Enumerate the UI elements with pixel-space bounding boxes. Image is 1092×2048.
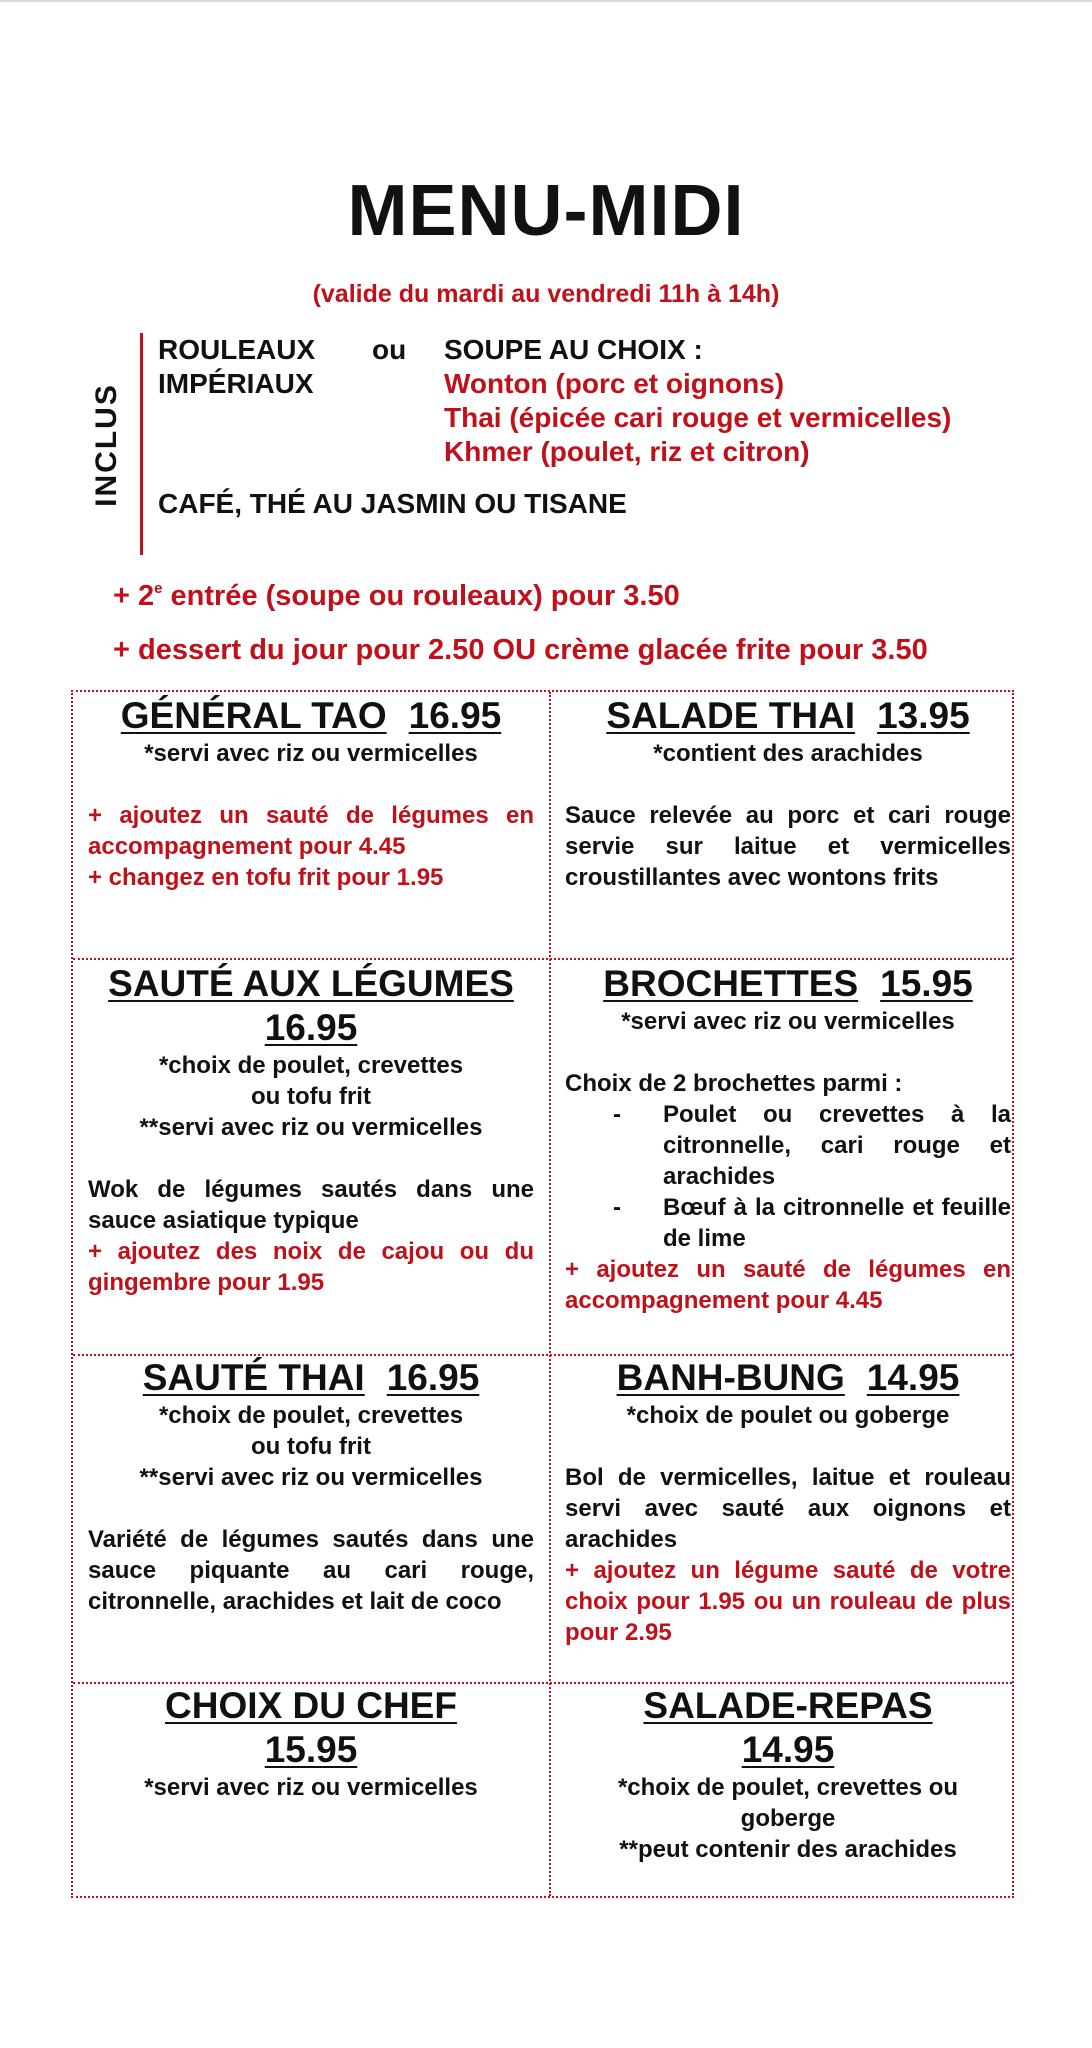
dish-note: **servi avec riz ou vermicelles bbox=[139, 1114, 483, 1141]
dish-description: Sauce relevée au porc et cari rouge servie sur laitue et vermicelles croustillantes avec wontons frits bbox=[565, 802, 1011, 891]
dish-note: *choix de poulet, crevettes ou goberge bbox=[617, 1774, 959, 1832]
inclus-label-text: INCLUS bbox=[90, 383, 123, 507]
dish-title bbox=[88, 1356, 534, 1400]
dish-price: 13.95 bbox=[877, 695, 970, 736]
page-subtitle: (valide du mardi au vendredi 11h à 14h) bbox=[312, 280, 780, 308]
soupe-option: Wonton (porc et oignons) bbox=[444, 368, 785, 399]
dish-general-tao bbox=[88, 694, 534, 893]
boissons-line: CAFÉ, THÉ AU JASMIN OU TISANE bbox=[158, 488, 627, 519]
dish-banh-bung bbox=[565, 1356, 1011, 1648]
brochette-option: - Poulet ou crevettes à la citronnelle, cari rouge et arachides bbox=[565, 1099, 1011, 1192]
ou-text: ou bbox=[372, 334, 407, 365]
dish-note: *choix de poulet ou goberge bbox=[626, 1402, 950, 1429]
dish-salade-repas bbox=[565, 1684, 1011, 1865]
extra-entree-prefix: + 2 bbox=[113, 580, 155, 612]
dish-name: CHOIX DU CHEF bbox=[165, 1685, 457, 1726]
inclus-divider bbox=[140, 333, 143, 555]
dish-addon: + ajoutez des noix de cajou ou du gingembre pour 1.95 bbox=[88, 1238, 534, 1296]
dish-note: *servi avec riz ou vermicelles bbox=[621, 1008, 955, 1035]
dish-name: BANH-BUNG bbox=[616, 1357, 845, 1398]
dish-description: Choix de 2 brochettes parmi : bbox=[565, 1070, 903, 1097]
dish-name: GÉNÉRAL TAO bbox=[120, 695, 387, 736]
rouleaux-line1: ROULEAUX bbox=[158, 334, 316, 365]
dish-title bbox=[565, 1684, 1011, 1772]
dish-price: 14.95 bbox=[866, 1357, 960, 1398]
extra-entree-sup: e bbox=[154, 580, 163, 597]
dish-brochettes bbox=[565, 962, 1011, 1316]
dish-note: **servi avec riz ou vermicelles bbox=[139, 1464, 483, 1491]
dish-title bbox=[88, 1684, 534, 1772]
dish-note: *servi avec riz ou vermicelles bbox=[144, 1774, 478, 1801]
page-title: MENU-MIDI bbox=[347, 171, 745, 251]
dish-name: SAUTÉ AUX LÉGUMES bbox=[108, 963, 514, 1004]
dish-price: 15.95 bbox=[880, 963, 973, 1004]
dish-description: Bol de vermicelles, laitue et rouleau servi avec sauté aux oignons et arachides bbox=[565, 1464, 1011, 1553]
extra-entree-text: entrée (soupe ou rouleaux) pour 3.50 bbox=[162, 580, 680, 612]
dish-title bbox=[565, 694, 1011, 738]
dish-description: Wok de légumes sautés dans une sauce asiatique typique bbox=[88, 1176, 534, 1234]
dish-salade-thai bbox=[565, 694, 1011, 893]
soupe-option: Khmer (poulet, riz et citron) bbox=[444, 436, 810, 467]
top-border bbox=[0, 0, 1092, 2]
dish-choix-du-chef bbox=[88, 1684, 534, 1803]
dish-name: BROCHETTES bbox=[603, 963, 859, 1004]
dish-price: 16.95 bbox=[386, 1357, 480, 1398]
dish-name: SALADE THAI bbox=[606, 695, 856, 736]
grid-row-divider bbox=[73, 958, 1012, 960]
dish-saute-aux-legumes bbox=[88, 962, 534, 1298]
extra-entree bbox=[113, 580, 680, 613]
dish-addon: + ajoutez un sauté de légumes en accompagnement pour 4.45 bbox=[565, 1256, 1011, 1314]
soupe-title: SOUPE AU CHOIX : bbox=[444, 334, 703, 365]
dish-note: *choix de poulet, crevettes ou tofu frit bbox=[158, 1402, 464, 1460]
dish-description: Variété de légumes sautés dans une sauce piquante au cari rouge, citronnelle, arachides et lait de coco bbox=[88, 1526, 534, 1615]
dish-addon: + ajoutez un légume sauté de votre choix pour 1.95 ou un rouleau de plus pour 2.95 bbox=[565, 1557, 1011, 1646]
dish-price: 15.95 bbox=[264, 1729, 358, 1770]
soupe-option: Thai (épicée cari rouge et vermicelles) bbox=[444, 402, 952, 433]
brochette-options bbox=[565, 1099, 1011, 1254]
dish-note: **peut contenir des arachides bbox=[619, 1836, 957, 1863]
inclus-label bbox=[82, 385, 132, 505]
brochette-option: - Bœuf à la citronnelle et feuille de lime bbox=[565, 1192, 1011, 1254]
dish-title bbox=[88, 694, 534, 738]
dish-note: *contient des arachides bbox=[653, 740, 923, 767]
grid-vertical-divider bbox=[549, 692, 551, 1896]
dish-title bbox=[88, 962, 534, 1050]
dish-price: 16.95 bbox=[408, 695, 502, 736]
dish-addon: + ajoutez un sauté de légumes en accompagnement pour 4.45 bbox=[88, 802, 534, 860]
dish-name: SAUTÉ THAI bbox=[142, 1357, 365, 1398]
dish-note: *servi avec riz ou vermicelles bbox=[144, 740, 478, 767]
dish-note: *choix de poulet, crevettes ou tofu frit bbox=[158, 1052, 464, 1110]
dish-price: 14.95 bbox=[741, 1729, 835, 1770]
extra-dessert: + dessert du jour pour 2.50 OU crème glacée frite pour 3.50 bbox=[113, 634, 928, 666]
dish-saute-thai bbox=[88, 1356, 534, 1617]
dish-name: SALADE-REPAS bbox=[643, 1685, 933, 1726]
dish-title bbox=[565, 1356, 1011, 1400]
dish-title bbox=[565, 962, 1011, 1006]
dishes-grid bbox=[71, 690, 1014, 1898]
dish-addon: + changez en tofu frit pour 1.95 bbox=[88, 864, 444, 891]
rouleaux-line2: IMPÉRIAUX bbox=[158, 368, 314, 399]
dish-price: 16.95 bbox=[264, 1007, 358, 1048]
